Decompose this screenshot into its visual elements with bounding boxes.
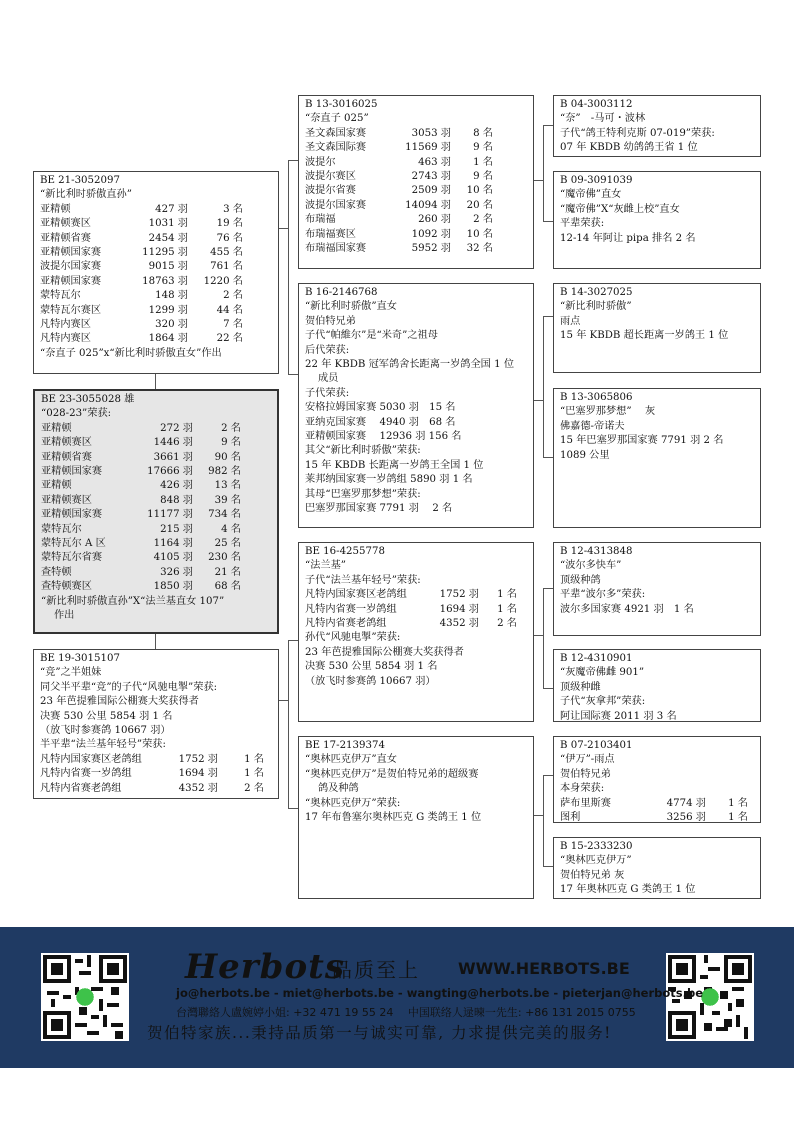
placing: 19 名 [216,218,243,230]
pedigree-box-dam-dam [298,736,534,899]
race-name: 布瑞福 [305,214,336,226]
text-line: 子代“法兰基年轻号”荣获: [305,574,421,586]
placing: 32 名 [466,243,493,255]
text-line: “奥林匹克伊万” [560,855,632,867]
text-line: 成员 [305,373,339,385]
text-line: “奈直子 025” [305,113,369,125]
pedigree-box-g7 [553,736,761,823]
result-row [41,422,271,436]
connector-line [543,457,553,458]
placing: 1 名 [244,768,264,780]
result-row [40,332,272,346]
placing: 982 名 [208,466,241,478]
text-line: “新比利时骄傲” [560,301,632,313]
result-row [41,537,271,551]
brand-logo: Herbots [185,947,345,987]
result-row [305,184,527,198]
bird-count: 3661 羽 [153,451,193,463]
result-row [560,797,754,811]
text-line: 亚精顿国家赛 12936 羽 156 名 [305,431,462,443]
text-line: 12-14 年阿让 pipa 排名 2 名 [560,232,696,244]
bird-count: 463 羽 [418,156,451,168]
text-line: 子代荣获: [305,387,350,399]
bird-count: 18763 羽 [142,275,188,287]
placing: 10 名 [466,228,493,240]
placing: 25 名 [214,538,241,550]
race-name: 凡特内省赛老鸽组 [40,782,122,794]
result-row [40,304,272,318]
race-name: 亚精顿省赛 [41,451,92,463]
ring-number: BE 23-3055028 雄 [41,394,135,405]
connector-line [543,588,544,688]
result-row [40,318,272,332]
placing: 22 名 [216,333,243,345]
result-row [41,465,271,479]
text-line: 贺伯特兄弟 [560,768,611,780]
bird-count: 2743 羽 [411,171,451,183]
text-line: 子代“灰拿邦”荣获: [560,696,646,708]
ring-number: BE 16-4255778 [305,546,385,557]
ring-number: B 14-3027025 [560,287,633,298]
text-line: “奈” -马可・波林 [560,113,646,125]
email-contacts[interactable]: jo@herbots.be - miet@herbots.be - wangting@herbots.be - pieterjan@herbots.be [176,986,704,1000]
placing: 1 名 [497,603,517,615]
pedigree-box-sire-sire [298,95,534,269]
bird-count: 1694 羽 [178,768,218,780]
ring-number: B 12-4310901 [560,653,633,664]
bird-count: 1031 羽 [148,218,188,230]
result-row [305,228,527,242]
bird-count: 1850 羽 [153,581,193,593]
ring-number: BE 19-3015107 [40,653,120,664]
bird-count: 215 羽 [160,523,193,535]
connector-line [288,640,289,808]
placing: 39 名 [214,494,241,506]
result-row [560,811,754,823]
bird-count: 848 羽 [160,494,193,506]
connector-line [543,125,544,221]
text-line: 15 年 KBDB 长距离一岁鸽王全国 1 位 [305,459,484,471]
placing: 7 名 [223,319,243,331]
ring-number: BE 17-2139374 [305,740,385,751]
text-line: 顶级种鸽 [560,574,601,586]
connector-line [543,866,553,867]
bird-count: 1694 羽 [439,603,479,615]
text-line: 决赛 530 公里 5854 羽 1 名 [305,661,438,673]
placing: 9 名 [473,171,493,183]
race-name: 蒙特瓦尔赛区 [40,304,102,316]
connector-line [543,316,553,317]
bird-count: 1092 羽 [411,228,451,240]
result-row [40,217,272,231]
race-name: 圣文森国家赛 [305,127,367,139]
connector-line [155,634,156,649]
bird-count: 272 羽 [160,422,193,434]
race-name: 亚精顿国家赛 [40,247,102,259]
result-row [305,141,527,155]
race-name: 蒙特瓦尔 [40,290,81,302]
line-icon [76,988,94,1006]
race-name: 图利 [560,812,581,823]
result-row [41,566,271,580]
result-row [305,617,527,631]
text-line: “新比利时骄傲直孙”X“法兰基直女 107” [41,595,225,607]
placing: 734 名 [208,509,241,521]
race-name: 蒙特瓦尔 A 区 [41,538,106,550]
bird-count: 426 羽 [160,480,193,492]
text-line: “奈直子 025”x“新比利时骄傲直女”作出 [40,347,222,359]
text-line: 15 年巴塞罗那国家赛 7791 羽 2 名 [560,435,724,447]
text-line: “奥林匹克伊万”荣获: [305,797,401,809]
text-line: 子代“帕維尔”是“米奇”之祖母 [305,330,438,342]
placing: 10 名 [466,185,493,197]
ring-number: B 13-3065806 [560,392,633,403]
text-line: 佛嘉德-帝诺夫 [560,420,625,432]
text-line: 贺伯特兄弟 灰 [560,869,625,881]
placing: 76 名 [216,232,243,244]
placing: 21 名 [214,566,241,578]
race-name: 凡特内省赛老鸽组 [305,618,387,630]
ring-number: BE 21-3052097 [40,175,120,186]
result-row [40,782,272,796]
text-line: （放飞时参赛鸽 10667 羽） [40,725,171,737]
race-name: 布瑞福国家赛 [305,243,367,255]
bird-count: 3256 羽 [666,812,706,823]
bird-count: 1752 羽 [178,753,218,765]
text-line: 23 年芭提雅国际公棚赛大奖获得者 [40,696,199,708]
text-line: 本身荣获: [560,783,605,795]
bird-count: 11295 羽 [142,247,188,259]
result-row [41,451,271,465]
text-line: 作出 [41,610,75,622]
connector-line [534,180,543,181]
result-row [40,260,272,274]
text-line: 子代“鸽王特利克斯 07-019”荣获: [560,127,715,139]
result-row [305,242,527,256]
wechat-icon [701,988,719,1006]
result-row [305,156,527,170]
result-row [40,275,272,289]
bird-count: 4105 羽 [153,552,193,564]
race-name: 亚精顿 [41,480,72,492]
bird-count: 3053 羽 [411,127,451,139]
text-line: 17 年布鲁塞尔奥林匹克 G 类鸽王 1 位 [305,812,482,824]
placing: 90 名 [214,451,241,463]
result-row [41,523,271,537]
bird-count: 5952 羽 [411,243,451,255]
brand-slogan: 品质至上 [332,958,420,982]
placing: 44 名 [216,304,243,316]
race-name: 亚精顿省赛 [40,232,91,244]
race-name: 波提尔 [305,156,336,168]
connector-line [543,775,553,776]
race-name: 亚精顿赛区 [41,437,92,449]
race-name: 凡特内赛区 [40,333,91,345]
connector-line [543,588,553,589]
text-line: 其父“新比利时骄傲”荣获: [305,445,421,457]
bird-count: 427 羽 [155,203,188,215]
bird-count: 4352 羽 [178,782,218,794]
race-name: 蒙特瓦尔 [41,523,82,535]
connector-line [288,160,298,161]
connector-line [155,374,156,389]
result-row [40,246,272,260]
placing: 1 名 [728,797,748,809]
race-name: 波提尔国家赛 [40,261,102,273]
connector-line [534,635,543,636]
text-line: “法兰基” [305,560,346,572]
pedigree-box-g6 [553,649,761,722]
ring-number: B 09-3091039 [560,175,633,186]
result-row [305,588,527,602]
text-line: 其母“巴塞罗那梦想”荣获: [305,488,421,500]
bird-count: 1164 羽 [153,538,193,550]
text-line: 07 年 KBDB 幼鸽鸽王省 1 位 [560,142,698,154]
placing: 4 名 [221,523,241,535]
placing: 2 名 [244,782,264,794]
ring-number: B 07-2103401 [560,740,633,751]
race-name: 亚精顿赛区 [40,218,91,230]
result-row [41,479,271,493]
race-name: 查特顿 [41,566,72,578]
text-line: 安格拉姆国家赛 5030 羽 15 名 [305,402,456,414]
text-line: 孙代“风驰电掣”荣获: [305,632,401,644]
ring-number: B 15-2333230 [560,841,633,852]
pedigree-box-sire [33,171,279,374]
result-row [41,508,271,522]
text-line: 22 年 KBDB 冠军鸽舍长距离一岁鸽全国 1 位 [305,359,515,371]
ring-number: B 04-3003112 [560,99,633,110]
placing: 455 名 [210,247,243,259]
ring-number: B 13-3016025 [305,99,378,110]
bird-count: 320 羽 [155,319,188,331]
text-line: “奥林匹克伊万”直女 [305,754,397,766]
bird-count: 148 羽 [155,290,188,302]
connector-line [288,640,298,641]
race-name: 蒙特瓦尔省赛 [41,552,103,564]
placing: 9 名 [473,142,493,154]
placing: 761 名 [210,261,243,273]
placing: 1 名 [497,589,517,601]
result-row [305,213,527,227]
text-line: 平辈“波尔多”荣获: [560,589,646,601]
race-name: 布瑞福赛区 [305,228,356,240]
connector-line [279,700,288,701]
connector-line [288,160,289,374]
result-row [40,232,272,246]
race-name: 亚精顿 [40,203,71,215]
placing: 13 名 [214,480,241,492]
bird-count: 2454 羽 [148,232,188,244]
bird-count: 1299 羽 [148,304,188,316]
text-line: 23 年芭提雅国际公棚赛大奖获得者 [305,646,464,658]
text-line: 亚纳克国家赛 4940 羽 68 名 [305,416,456,428]
footer-motto: 贺伯特家族...秉持品质第一与诚实可靠, 力求提供完美的服务! [147,1024,612,1042]
bird-count: 17666 羽 [147,466,193,478]
race-name: 凡特内省赛一岁鸽组 [40,768,132,780]
text-line: “伊万”-雨点 [560,754,615,766]
connector-line [288,808,298,809]
race-name: 波提尔国家赛 [305,199,367,211]
result-row [305,127,527,141]
result-row [305,603,527,617]
text-line: 贺伯特兄弟 [305,315,356,327]
connector-line [279,228,288,229]
text-line: “巴塞罗那梦想” 灰 [560,406,656,418]
text-line: 决赛 530 公里 5854 羽 1 名 [40,710,173,722]
race-name: 查特顿赛区 [41,581,92,593]
bird-count: 11569 羽 [405,142,451,154]
placing: 2 名 [221,422,241,434]
connector-line [543,688,553,689]
placing: 1 名 [728,812,748,823]
race-name: 圣文森国际赛 [305,142,367,154]
bird-count: 14094 羽 [405,199,451,211]
bird-count: 1446 羽 [153,437,193,449]
bird-count: 9015 羽 [148,261,188,273]
connector-line [534,400,543,401]
bird-count: 4352 羽 [439,618,479,630]
pedigree-box-g3 [553,283,761,373]
bird-count: 326 羽 [160,566,193,578]
result-row [41,551,271,565]
race-name: 波提尔赛区 [305,171,356,183]
text-line: 15 年 KBDB 超长距离一岁鸽王 1 位 [560,330,729,342]
placing: 2 名 [223,290,243,302]
bird-count: 4774 羽 [666,797,706,809]
text-line: 顶级种雌 [560,681,601,693]
race-name: 亚精顿 [41,422,72,434]
phone-contacts: 台灣聯絡人盧婉婷小姐: +32 471 19 55 24 中国联络人逯暕一先生: +86 131 2015 0755 [176,1006,636,1019]
text-line: 同父半平辈“竞”的子代“风驰电掣”荣获: [40,681,218,693]
connector-line [534,815,543,816]
connector-line [543,775,544,866]
pedigree-box-dam [33,649,279,799]
pedigree-box-g4 [553,388,761,528]
ring-number: B 16-2146768 [305,287,378,298]
text-line: “灰魔帝佛雌 901” [560,667,645,679]
text-line: “魔帝佛”直女 [560,189,622,201]
text-line: 后代荣获: [305,344,350,356]
result-row [305,170,527,184]
text-line: “新比利时骄傲”直女 [305,301,397,313]
race-name: 亚精顿国家赛 [41,509,103,521]
placing: 3 名 [223,203,243,215]
pedigree-box-sire-dam [298,283,534,528]
race-name: 凡特内国家赛区老鸽组 [40,753,142,765]
pedigree-box-g2 [553,171,761,269]
text-line: 雨点 [560,315,581,327]
pedigree-box-g8 [553,837,761,899]
connector-line [543,221,553,222]
placing: 20 名 [466,199,493,211]
text-line: 鸽及种鸽 [305,783,359,795]
connector-line [543,125,553,126]
ring-number: B 12-4313848 [560,546,633,557]
text-line: 阿让国际赛 2011 羽 3 名 [560,710,677,722]
pedigree-box-g1 [553,95,761,157]
bird-count: 11177 羽 [147,509,193,521]
text-line: “028-23”荣获: [41,408,112,420]
placing: 1220 名 [203,275,243,287]
connector-line [288,374,298,375]
placing: 1 名 [244,753,264,765]
text-line: 莱邦纳国家赛一岁鸽组 5890 羽 1 名 [305,474,473,486]
result-row [305,199,527,213]
text-line: “波尔多快车” [560,560,622,572]
text-line: “竞”之半姐妹 [40,667,102,679]
race-name: 亚精顿国家赛 [41,466,103,478]
race-name: 凡特内省赛一岁鸽组 [305,603,397,615]
bird-count: 260 羽 [418,214,451,226]
race-name: 凡特内赛区 [40,319,91,331]
result-row [40,289,272,303]
placing: 230 名 [208,552,241,564]
result-row [40,753,272,767]
pedigree-box-g5 [553,542,761,636]
pedigree-box-dam-sire [298,542,534,722]
race-name: 亚精顿国家赛 [40,275,102,287]
text-line: 半平辈“法兰基年轻号”荣获: [40,739,166,751]
pedigree-box-subject [33,389,279,634]
placing: 1 名 [473,156,493,168]
text-line: “奥林匹克伊万”是贺伯特兄弟的超级赛 [305,768,479,780]
result-row [41,494,271,508]
connector-line [543,316,544,457]
qr-code-line [41,953,129,1041]
result-row [40,203,272,217]
placing: 2 名 [497,618,517,630]
placing: 2 名 [473,214,493,226]
placing: 8 名 [473,127,493,139]
race-name: 凡特内国家赛区老鸽组 [305,589,407,601]
bird-count: 1752 羽 [439,589,479,601]
result-row [41,580,271,594]
website-link[interactable]: WWW.HERBOTS.BE [458,959,630,978]
bird-count: 2509 羽 [411,185,451,197]
result-row [41,436,271,450]
text-line: 平辈荣获: [560,218,605,230]
race-name: 萨布里斯赛 [560,797,611,809]
text-line: 17 年奥林匹克 G 类鸽王 1 位 [560,884,696,896]
text-line: 巴塞罗那国家赛 7791 羽 2 名 [305,503,453,515]
result-row [40,767,272,781]
race-name: 波提尔省赛 [305,185,356,197]
text-line: “新比利时骄傲直孙” [40,189,132,201]
text-line: “魔帝佛”X“灰雌上校”直女 [560,203,680,215]
placing: 68 名 [214,581,241,593]
placing: 9 名 [221,437,241,449]
text-line: 波尔多国家赛 4921 羽 1 名 [560,603,694,615]
text-line: （放飞时参赛鸽 10667 羽） [305,675,436,687]
race-name: 亚精顿赛区 [41,494,92,506]
bird-count: 1864 羽 [148,333,188,345]
text-line: 1089 公里 [560,449,610,461]
